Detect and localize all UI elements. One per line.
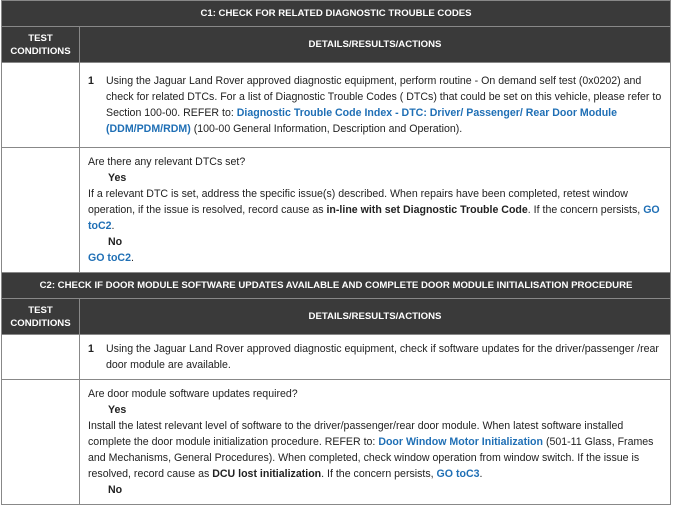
- c1-yes-text: If a relevant DTC is set, address the specific issue(s) described. When repairs have been completed, retest window operation, if the issue is resolved, record cause as in-line with set Diagnostic Trouble Code. If the concern persists, GO toC2.: [88, 188, 660, 232]
- c2-result-row: [2, 380, 671, 505]
- c2-result-details: [80, 380, 671, 505]
- c2-result-test-condition: [2, 380, 80, 505]
- c2-step-row: [2, 335, 671, 380]
- c2-column-header-row: [2, 299, 671, 335]
- c1-step-number: 1: [88, 75, 94, 87]
- c2-yes-goto-c3-link[interactable]: GO toC3: [436, 468, 480, 480]
- c2-step-text: Using the Jaguar Land Rover approved diagnostic equipment, check if software updates for the driver/passenger /rear door module are available.: [106, 343, 659, 371]
- c1-title: C1: CHECK FOR RELATED DIAGNOSTIC TROUBLE CODES: [2, 1, 671, 27]
- c1-result-test-condition: [2, 148, 80, 273]
- c1-step-test-condition: [2, 63, 80, 148]
- dtc-index-link[interactable]: Diagnostic Trouble Code Index - DTC: Driver/ Passenger/ Rear Door Module (DDM/PDM/RDM): [106, 107, 618, 135]
- c2-step-test-condition: [2, 335, 80, 380]
- c2-details-header: DETAILS/RESULTS/ACTIONS: [80, 299, 671, 335]
- diagnostic-table: [1, 0, 671, 505]
- door-window-motor-initialization-link[interactable]: Door Window Motor Initialization: [378, 436, 543, 448]
- c1-column-header-row: [2, 27, 671, 63]
- diagnostic-procedure-page: [1, 0, 673, 508]
- c2-title: C2: CHECK IF DOOR MODULE SOFTWARE UPDATES AVAILABLE AND COMPLETE DOOR MODULE INITIALISATION PROCEDURE: [2, 273, 671, 299]
- c1-step-text: Using the Jaguar Land Rover approved diagnostic equipment, perform routine - On demand self test (0x0202) and check for related DTCs. For a list of Diagnostic Trouble Codes ( DTCs) that could be set on this vehicle, please refer to Section 100-00. REFER to: Diagnostic Trouble Code Index - DTC: Driver/ Passenger/ Rear Door Module (DDM/PDM/RDM) (100-00 General Information, Description and Operation).: [106, 75, 662, 135]
- c1-test-conditions-header: TEST CONDITIONS: [2, 27, 80, 63]
- c2-question: Are door module software updates required?: [88, 388, 298, 400]
- c2-yes-text: Install the latest relevant level of software to the driver/passenger/rear door module. When latest software installed complete the door module initialization procedure. REFER to: Door Window Motor Initialization (501-11 Glass, Frames and Mechanisms, General Procedures). When completed, check window operation from window switch. If the issue is resolved, record cause as DCU lost initialization. If the concern persists, GO toC3.: [88, 420, 654, 480]
- c1-result-row: [2, 148, 671, 273]
- c2-step-details: [80, 335, 671, 380]
- c1-no-label: No: [108, 236, 123, 248]
- c1-yes-goto-c2-link[interactable]: GO toC2: [88, 204, 660, 232]
- c2-no-label: No: [108, 484, 123, 496]
- c1-details-header: DETAILS/RESULTS/ACTIONS: [80, 27, 671, 63]
- c2-title-row: [2, 273, 671, 299]
- c1-question: Are there any relevant DTCs set?: [88, 156, 246, 168]
- c2-step-number: 1: [88, 343, 94, 355]
- c1-step-row: [2, 63, 671, 148]
- c1-yes-label: Yes: [108, 172, 127, 184]
- c2-test-conditions-header: TEST CONDITIONS: [2, 299, 80, 335]
- c1-title-row: [2, 1, 671, 27]
- c1-result-details: [80, 148, 671, 273]
- c1-step-details: [80, 63, 671, 148]
- c2-yes-label: Yes: [108, 404, 127, 416]
- c1-no-text: GO toC2.: [88, 252, 134, 264]
- c1-no-goto-c2-link[interactable]: GO toC2: [88, 252, 131, 264]
